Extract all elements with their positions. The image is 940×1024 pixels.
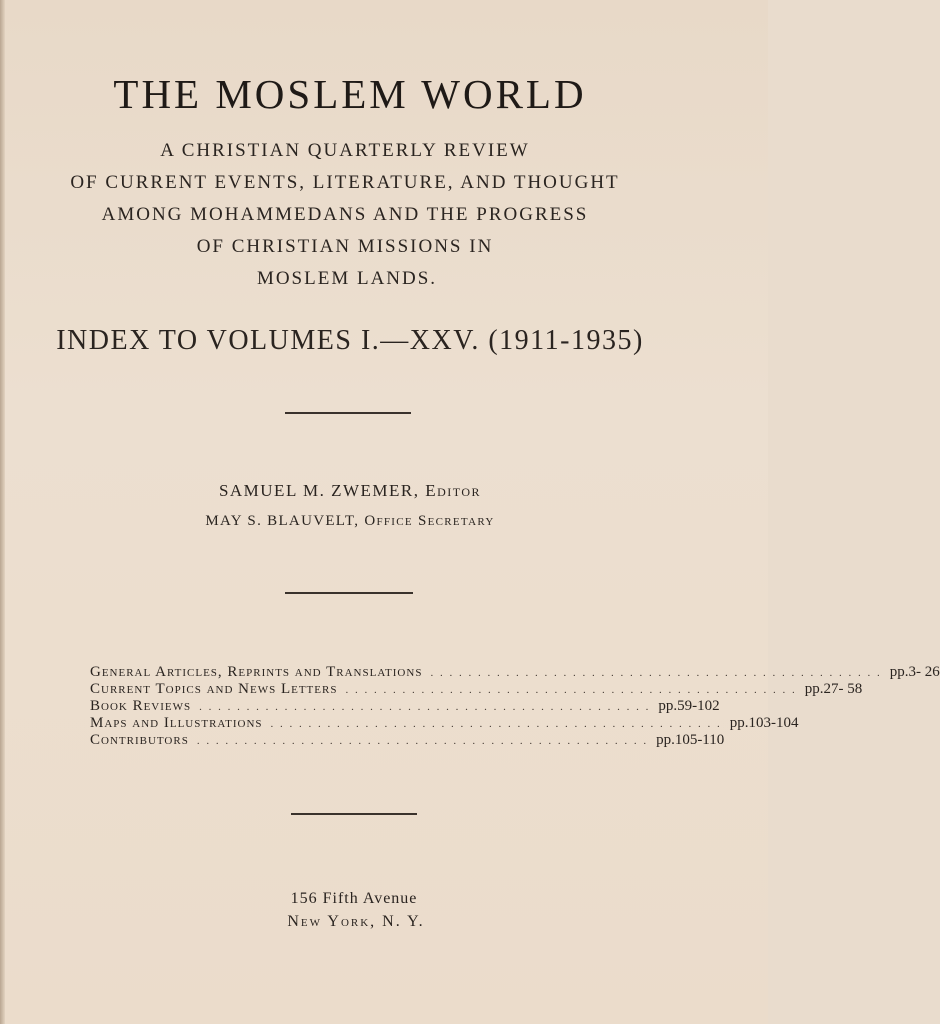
contents-row: [90, 715, 799, 732]
page-range: 103-104: [748, 715, 799, 731]
pages-abbrev: pp.: [658, 698, 678, 714]
contents-list: [90, 664, 940, 749]
editor-role: Editor: [425, 481, 482, 500]
secretary-role: Office Secretary: [364, 513, 495, 529]
subtitle-line-3: AMONG MOHAMMEDANS AND THE PROGRESS: [101, 204, 589, 225]
contents-row: [90, 732, 725, 749]
address-street: 156 Fifth Avenue: [290, 890, 418, 907]
page-range: 3- 26: [908, 664, 940, 680]
editor-line: [0, 481, 700, 501]
contents-label: Maps and Illustrations: [90, 715, 263, 731]
page-range: 59-102: [677, 698, 720, 714]
pages-abbrev: pp.: [889, 664, 909, 680]
leader-dots: . . . . . . . . . . . . . . . . . . . . . . . . . . . . . . . . . . . . . . . . . . . . . . . .: [196, 735, 649, 747]
pages-abbrev: pp.: [804, 681, 824, 697]
contents-row: [90, 698, 720, 715]
leader-dots: . . . . . . . . . . . . . . . . . . . . . . . . . . . . . . . . . . . . . . . . . . . . . . . .: [345, 684, 797, 696]
pages-abbrev: pp.: [656, 732, 675, 748]
contents-label: Contributors: [90, 732, 189, 748]
leader-dots: . . . . . . . . . . . . . . . . . . . . . . . . . . . . . . . . . . . . . . . . . . . . . . . .: [430, 667, 882, 679]
secretary-line: [0, 513, 700, 530]
subtitle-line-5: MOSLEM LANDS.: [256, 268, 438, 289]
contents-label: Book Reviews: [90, 698, 192, 714]
contents-label: General Articles, Reprints and Translations: [90, 664, 423, 680]
contents-row: [90, 681, 863, 698]
divider-rule: [285, 592, 413, 594]
index-volumes-line: INDEX TO VOLUMES I.—XXV. (1911-1935): [56, 325, 644, 356]
contents-row: [90, 664, 940, 681]
divider-rule: [285, 412, 411, 414]
pages-abbrev: pp.: [729, 715, 749, 731]
subtitle-line-2: OF CURRENT EVENTS, LITERATURE, AND THOUGHT: [70, 172, 620, 193]
page-range: 27- 58: [823, 681, 863, 697]
address-city: New York, N. Y.: [287, 913, 425, 930]
page-range: 105-110: [674, 732, 725, 748]
journal-title: THE MOSLEM WORLD: [113, 71, 587, 117]
divider-rule: [291, 813, 417, 815]
subtitle-line-1: A CHRISTIAN QUARTERLY REVIEW: [160, 140, 530, 161]
leader-dots: . . . . . . . . . . . . . . . . . . . . . . . . . . . . . . . . . . . . . . . . . . . . . . . .: [199, 701, 651, 713]
subtitle-line-4: OF CHRISTIAN MISSIONS IN: [196, 236, 494, 257]
editor-name: SAMUEL M. ZWEMER,: [218, 481, 420, 500]
leader-dots: . . . . . . . . . . . . . . . . . . . . . . . . . . . . . . . . . . . . . . . . . . . . . . . .: [270, 718, 722, 730]
contents-label: Current Topics and News Letters: [90, 681, 338, 697]
secretary-name: MAY S. BLAUVELT,: [205, 513, 360, 529]
